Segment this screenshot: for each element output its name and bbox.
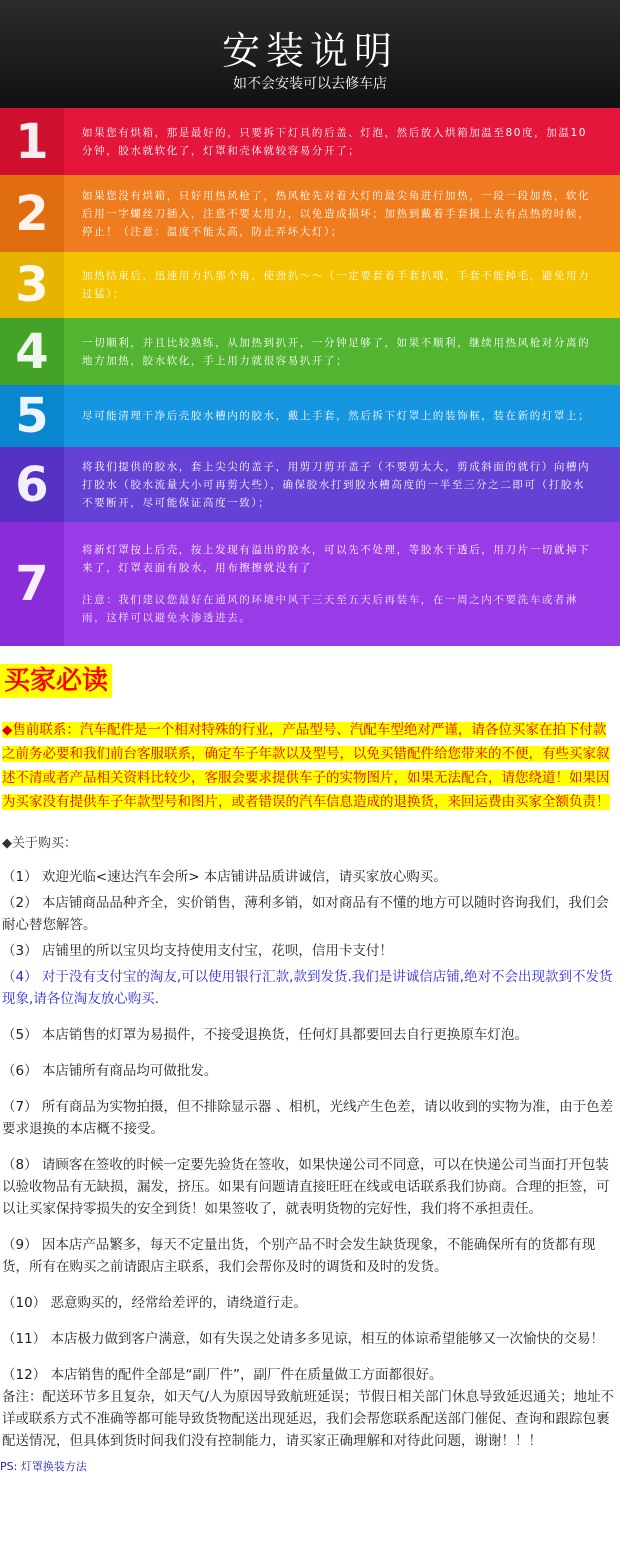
step-number: 3 — [0, 252, 64, 318]
step-1 — [0, 108, 620, 175]
about-purchase-heading: ◆关于购买： — [2, 836, 77, 851]
step-text: 一切顺利，并且比较熟练，从加热到扒开，一分钟足够了，如果不顺利，继续用热风枪对分离的地方加热，胶水软化，手上用力就很容易扒开了； — [82, 336, 591, 367]
list-item: （10） 恶意购买的，经常给差评的，请绕道行走。 — [2, 1295, 307, 1311]
list-item: （3） 店铺里的所以宝贝均支持使用支付宝，花呗，信用卡支付！ — [2, 943, 393, 959]
step-text: 加热结束后，迅速用力扒那个角，使劲扒～～（一定要套着手套扒哦，手套不能掉毛，避免用力过猛）； — [82, 270, 591, 300]
list-item: （7） 所有商品为实物拍摄，但不排除显示器 、相机，光线产生色差，请以收到的实物为准，由于色差要求退换的本店概不接受。 — [2, 1099, 614, 1137]
step-text: 如果您没有烘箱，只好用热风枪了，热风枪先对着大灯的最尖角进行加热，一段一段加热，软化后用一字螺丝刀插入，注意不要太用力，以免造成损坏；加热到戴着手套摸上去有点热的时候，停止！（注意：温度不能太高，防止弄坏大灯）； — [82, 189, 591, 238]
step-text: 尽可能清理干净后壳胶水槽内的胶水，戴上手套，然后拆下灯罩上的装饰框，装在新的灯罩上； — [82, 410, 591, 422]
step-number: 5 — [0, 385, 64, 447]
list-item: （5） 本店销售的灯罩为易损件，不接受退换货，任何灯具都要回去自行更换原车灯泡。 — [2, 1027, 528, 1043]
list-item: （6） 本店铺所有商品均可做批发。 — [2, 1063, 218, 1079]
step-3 — [0, 252, 620, 318]
page-subtitle: 如不会安装可以去修车店 — [233, 76, 387, 92]
buyer-title-text: 买家必读 — [0, 664, 112, 698]
step-4 — [0, 318, 620, 385]
step-number: 4 — [0, 318, 64, 385]
list-item: （2） 本店铺商品品种齐全，实价销售，薄利多销，如对商品有不懂的地方可以随时咨询我们，我们会耐心替您解答。 — [2, 895, 609, 933]
presale-notice — [0, 718, 620, 814]
step-number: 2 — [0, 175, 64, 252]
list-item: （11） 本店极力做到客户满意，如有失误之处请多多见谅，相互的体谅希望能够又一次愉快的交易！ — [2, 1331, 604, 1347]
presale-notice-text: ◆售前联系：汽车配件是一个相对特殊的行业，产品型号、汽配车型绝对严谨，请各位买家在拍下付款之前务必要和我们前台客服联系，确定车子年款以及型号，以免买错配件给您带来的不便，有些买家叙述不清或者产品相关资料比较少，客服会要求提供车子的实物图片，如果无法配合，请您绕道！如果因为买家没有提供车子年款型号和图片，或者错误的汽车信息造成的退换货，来回运费由买家全额负责！ — [2, 722, 610, 810]
step-text: 如果您有烘箱，那是最好的，只要拆下灯具的后盖、灯泡，然后放入烘箱加温至80度，加温10分钟，胶水就软化了，灯罩和壳体就较容易分开了； — [82, 126, 588, 157]
list-item: （8） 请顾客在签收的时候一定要先验货在签收，如果快递公司不同意，可以在快递公司当面打开包装以验收物品有无缺损，漏发，挤压。如果有问题请直接旺旺在线或电话联系我们协商。合理的拒签，可以让买家保持零损失的安全到货！如果签收了，就表明货物的完好性，我们将不承担责任。 — [2, 1157, 610, 1217]
ps-link[interactable]: PS: 灯罩换装方法 — [0, 1460, 87, 1473]
install-header — [0, 0, 620, 108]
step-text: 将新灯罩按上后壳，按上发现有溢出的胶水，可以先不处理，等胶水干透后，用刀片一切就掉下来了，灯罩表面有胶水，用布擦擦就没有了 — [82, 544, 591, 574]
step-number: 1 — [0, 108, 64, 175]
step-number: 7 — [0, 522, 64, 646]
list-item: （9） 因本店产品繁多，每天不定量出货，个别产品不时会发生缺货现象，不能确保所有的货都有现货，所有在购买之前请跟店主联系，我们会帮你及时的调货和及时的发货。 — [2, 1237, 596, 1275]
buyer-must-read-title — [0, 664, 620, 706]
step-2 — [0, 175, 620, 252]
step-6 — [0, 447, 620, 522]
step-note: 注意：我们建议您最好在通风的环境中风干三天至五天后再装车，在一周之内不要洗车或者淋雨，这样可以避免水渗透进去。 — [82, 594, 579, 624]
step-7 — [0, 522, 620, 646]
page-title: 安装说明 — [221, 29, 398, 73]
list-item: （1） 欢迎光临<速达汽车会所> 本店铺讲品质讲诚信，请买家放心购买。 — [2, 869, 447, 885]
list-item: （12） 本店销售的配件全部是“副厂件”，副厂件在质量做工方面都很好。 — [2, 1367, 443, 1383]
purchase-terms-list — [0, 866, 620, 1452]
step-text: 将我们提供的胶水，套上尖尖的盖子，用剪刀剪开盖子（不要剪太大，剪成斜面的就行）向槽内打胶水（胶水流量大小可再剪大些），确保胶水打到胶水槽高度的一半至三分之二即可（打胶水不要断开，尽可能保证高度一致）； — [82, 460, 591, 509]
step-5 — [0, 385, 620, 447]
step-number: 6 — [0, 447, 64, 522]
list-item: （4） 对于没有支付宝的淘友,可以使用银行汇款,款到发货.我们是讲诚信店铺,绝对不会出现款到不发货现象,请各位淘友放心购买. — [2, 969, 613, 1007]
delivery-remark: 备注：配送环节多且复杂，如天气/人为原因导致航班延误；节假日相关部门休息导致延迟通关；地址不详或联系方式不准确等都可能导致货物配送出现延迟，我们会帮您联系配送部门催促、查询和跟踪包裹配送情况，但具体到货时间我们没有控制能力，请买家正确理解和对待此问题，谢谢！！！ — [2, 1389, 615, 1449]
